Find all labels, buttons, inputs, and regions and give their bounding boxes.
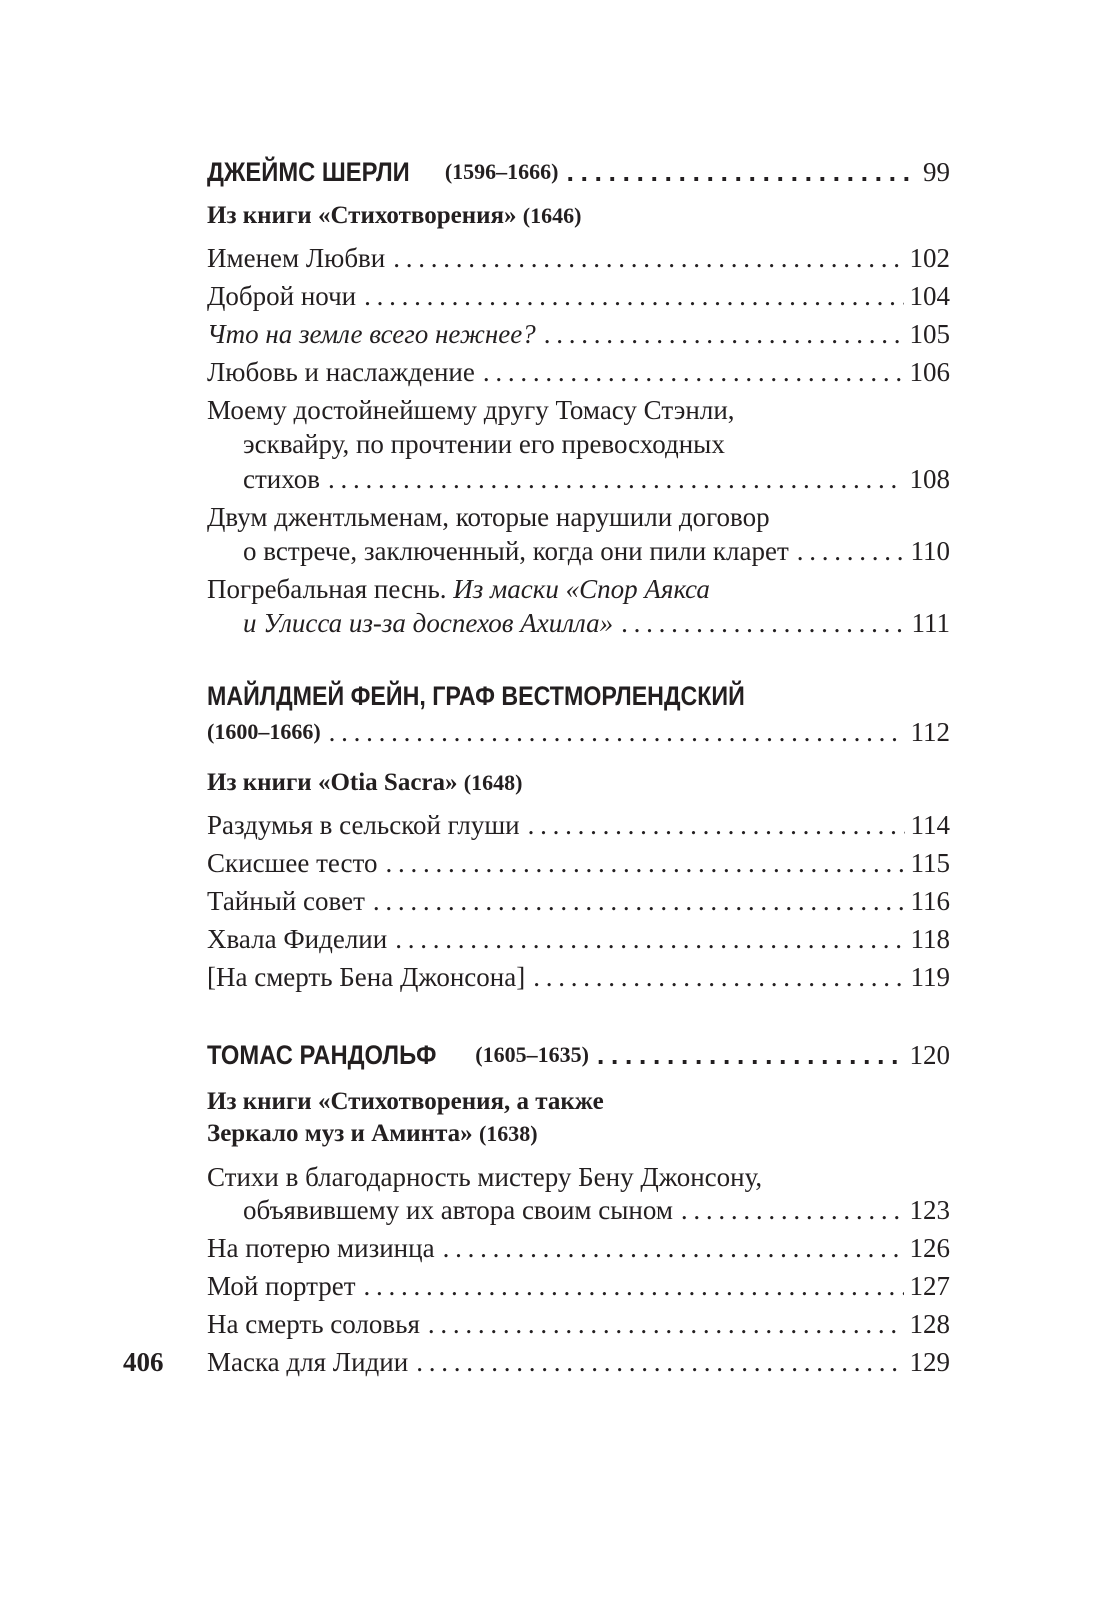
entry-line: [207, 571, 950, 607]
entry-line: [207, 392, 950, 428]
page-ref: 129: [909, 1347, 950, 1377]
dot-leader: [797, 533, 905, 569]
dot-leader: [373, 883, 905, 919]
dot-leader: [621, 605, 905, 641]
entry-text: Скисшее тесто: [207, 848, 378, 878]
toc-entry[interactable]: [207, 959, 950, 995]
page-ref: 127: [909, 1271, 950, 1301]
entry-text: Погребальная песнь.: [207, 574, 447, 604]
dot-leader: [364, 278, 903, 314]
entry-text: (1596–1666): [444, 159, 559, 184]
dot-leader: [328, 461, 904, 497]
dot-leader: [416, 1344, 903, 1380]
entry-text: Хвала Фиделии: [207, 924, 388, 954]
author-heading: [207, 1037, 950, 1073]
entry-text: объявившему их автора своим сыном: [243, 1195, 673, 1225]
book-heading: [207, 1084, 950, 1120]
page-ref: 105: [909, 319, 950, 349]
page-ref: 120: [909, 1040, 950, 1070]
entry-line: [243, 461, 950, 497]
entry-line: [243, 426, 950, 462]
page-ref: 104: [909, 281, 950, 311]
entry-text: Зеркало муз и Аминта»: [207, 1120, 473, 1147]
dot-leader: [364, 1268, 904, 1304]
entry-text: стихов: [243, 464, 320, 494]
entry-text: (1600–1666): [207, 719, 321, 744]
dot-leader: [597, 1037, 904, 1073]
entry-text: Двум джентльменам, которые нарушили договор: [207, 502, 770, 532]
author-heading: [207, 678, 950, 714]
toc-entry[interactable]: [207, 1268, 950, 1304]
dot-leader: [544, 316, 904, 352]
dot-leader: [528, 807, 905, 843]
toc-entry[interactable]: [207, 845, 950, 881]
entry-text: эсквайру, по прочтении его превосходных: [243, 429, 725, 459]
toc-entry[interactable]: [207, 1306, 950, 1342]
entry-text: (1648): [463, 770, 523, 795]
page-ref: 106: [909, 357, 950, 387]
entry-text: Из книги «Стихотворения»: [207, 202, 517, 229]
entry-line: [207, 499, 950, 535]
toc-entry[interactable]: [207, 921, 950, 957]
page-ref: 114: [910, 810, 950, 840]
entry-text: Из маски «Спор Аякса: [453, 574, 710, 604]
author-dates-line[interactable]: [207, 714, 950, 750]
dot-leader: [329, 714, 905, 750]
entry-text: Раздумья в сельской глуши: [207, 810, 520, 840]
entry-text: Любовь и наслаждение: [207, 357, 475, 387]
entry-text: о встрече, заключенный, когда они пили кларет: [243, 536, 789, 566]
entry-line: [243, 533, 950, 569]
page-ref: 123: [909, 1195, 950, 1225]
entry-text: Из книги «Otia Sacra»: [207, 769, 458, 796]
entry-text: ТОМАС РАНДОЛЬФ: [207, 1040, 437, 1070]
page-ref: 111: [911, 608, 950, 638]
page-ref: 118: [910, 924, 950, 954]
page-ref: 116: [910, 886, 950, 916]
entry-line: [243, 1192, 950, 1228]
entry-text: На смерть соловья: [207, 1309, 420, 1339]
entry-text: (1638): [478, 1121, 538, 1146]
page-ref: 115: [910, 848, 950, 878]
entry-text: Что на земле всего нежнее?: [207, 319, 536, 349]
toc-entry[interactable]: [207, 240, 950, 276]
entry-text: Стихи в благодарность мистеру Бену Джонсону,: [207, 1162, 763, 1192]
page-ref: 119: [910, 962, 950, 992]
entry-text: Маска для Лидии: [207, 1347, 409, 1377]
toc-entry[interactable]: [207, 807, 950, 843]
toc-entry[interactable]: [207, 1344, 950, 1380]
entry-text: МАЙЛДМЕЙ ФЕЙН, ГРАФ ВЕСТМОРЛЕНДСКИЙ: [207, 681, 745, 711]
entry-text: Тайный совет: [207, 886, 365, 916]
page-ref: 108: [909, 464, 950, 494]
dot-leader: [681, 1192, 904, 1228]
entry-text: [На смерть Бена Джонсона]: [207, 962, 526, 992]
page-number: 406: [123, 1347, 164, 1377]
dot-leader: [567, 154, 917, 190]
entry-text: Из книги «Стихотворения, а также: [207, 1088, 604, 1115]
dot-leader: [443, 1230, 904, 1266]
entry-text: Именем Любви: [207, 243, 386, 273]
toc-entry[interactable]: [207, 278, 950, 314]
dot-leader: [483, 354, 904, 390]
toc-entry[interactable]: [207, 354, 950, 390]
book-heading: [207, 765, 950, 801]
page-ref: 112: [910, 717, 950, 747]
entry-text: и Улисса из-за доспехов Ахилла»: [243, 608, 614, 638]
dot-leader: [533, 959, 904, 995]
page-ref: 102: [909, 243, 950, 273]
entry-text: Мой портрет: [207, 1271, 356, 1301]
entry-text: Доброй ночи: [207, 281, 357, 311]
toc-entry[interactable]: [207, 883, 950, 919]
dot-leader: [385, 845, 904, 881]
author-heading: [207, 154, 950, 190]
entry-text: Моему достойнейшему другу Томасу Стэнли,: [207, 395, 735, 425]
book-heading: [207, 198, 950, 234]
toc-entry[interactable]: [207, 316, 950, 352]
entry-text: На потерю мизинца: [207, 1233, 435, 1263]
page-ref: 110: [910, 536, 950, 566]
dot-leader: [393, 240, 903, 276]
book-heading-line2: [207, 1116, 950, 1152]
entry-text: ДЖЕЙМС ШЕРЛИ: [207, 157, 410, 187]
page-ref: 128: [909, 1309, 950, 1339]
dot-leader: [395, 921, 904, 957]
entry-text: (1605–1635): [475, 1042, 589, 1067]
entry-text: (1646): [522, 203, 582, 228]
page-ref: 99: [923, 157, 950, 187]
toc-entry[interactable]: [207, 1230, 950, 1266]
entry-line: [243, 605, 950, 641]
entry-line: [207, 1159, 950, 1195]
dot-leader: [428, 1306, 904, 1342]
page-ref: 126: [909, 1233, 950, 1263]
